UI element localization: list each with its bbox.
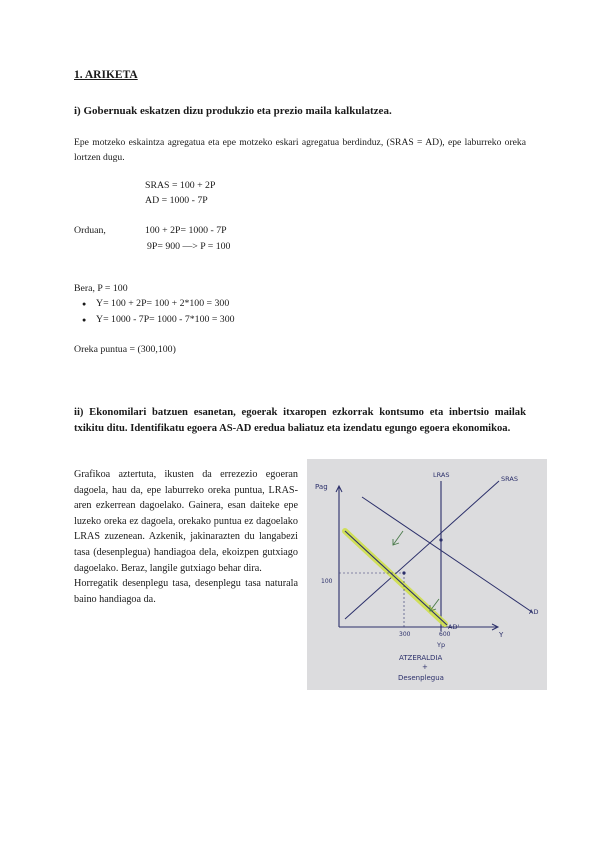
- calculation-list: [74, 296, 235, 328]
- part-ii-heading: ii) Ekonomilari batzuen esanetan, egoerak itxaropen ezkorrak kontsumo eta inbertsio mailak txikitu ditu. Identifikatu egoera AS-AD eredua baliatuz eta izendatu egungo egoera ekonomikoa.: [74, 407, 526, 434]
- as-ad-sketch-photo: [307, 459, 547, 690]
- y-axis-label: Pag: [315, 483, 328, 491]
- x-axis-label: Y: [499, 631, 504, 639]
- part-ii-paragraph: Grafikoa aztertuta, ikusten da errezezio egoeran dagoela, hau da, epe laburreko oreka puntua, LRAS-aren ezkerrean dagoelako. Gainera, esan daiteke epe luzeko oreka ez dagoela, orekako puntua ez dagoelako LRAS zuzenean. Azkenik, jakinarazten du langabezi tasa (desenplegua) handiagoa dela, ekoizpen gutxiago dagoelako. Beraz, langile gutxiago behar dira.: [74, 469, 298, 574]
- note-desenplegua: Desenplegua: [398, 674, 444, 682]
- list-item: ● Y= 100 + 2P= 100 + 2*100 = 300: [74, 296, 235, 312]
- note-plus: +: [422, 663, 428, 671]
- ad-line: [362, 497, 532, 612]
- lr-equilibrium-dot: [439, 538, 442, 541]
- price-label: 100: [321, 578, 333, 585]
- x-tick-600: 600: [439, 631, 451, 638]
- part-ii-paragraph-2: Horregatik desenplegu tasa, desenplegu tasa naturala baino handiagoa da.: [74, 578, 298, 605]
- ad1-label: AD': [448, 623, 460, 631]
- yp-label: Yp: [437, 641, 446, 649]
- section-title: 1. ARIKETA: [74, 69, 138, 81]
- list-item: ● Y= 1000 - 7P= 1000 - 7*100 = 300: [74, 312, 235, 328]
- equation-sras: SRAS = 100 + 2P: [145, 180, 216, 191]
- part-i-heading: i) Gobernuak eskatzen dizu produkzio eta prezio maila kalkulatzea.: [74, 105, 392, 117]
- equilibrium-point: Oreka puntua = (300,100): [74, 344, 176, 355]
- ad-label: AD: [529, 608, 539, 616]
- as-ad-sketch: [307, 459, 547, 690]
- note-atzeraldia: ATZERALDIA: [399, 654, 443, 662]
- equation-step1: 100 + 2P= 1000 - 7P: [145, 225, 227, 236]
- sras-label: SRAS: [501, 475, 518, 483]
- x-tick-300: 300: [399, 631, 411, 638]
- part-ii-paragraph-block: [74, 467, 298, 607]
- lras-label: LRAS: [433, 471, 450, 479]
- bera-line: Bera, P = 100: [74, 283, 128, 294]
- equation-step2: 9P= 900 —> P = 100: [147, 241, 231, 252]
- equation-ad: AD = 1000 - 7P: [145, 195, 208, 206]
- orduan-label: Orduan,: [74, 225, 106, 236]
- part-i-intro: Epe motzeko eskaintza agregatua eta epe motzeko eskari agregatua berdinduz, (SRAS = AD), epe laburreko oreka lortzen dugu.: [74, 137, 526, 163]
